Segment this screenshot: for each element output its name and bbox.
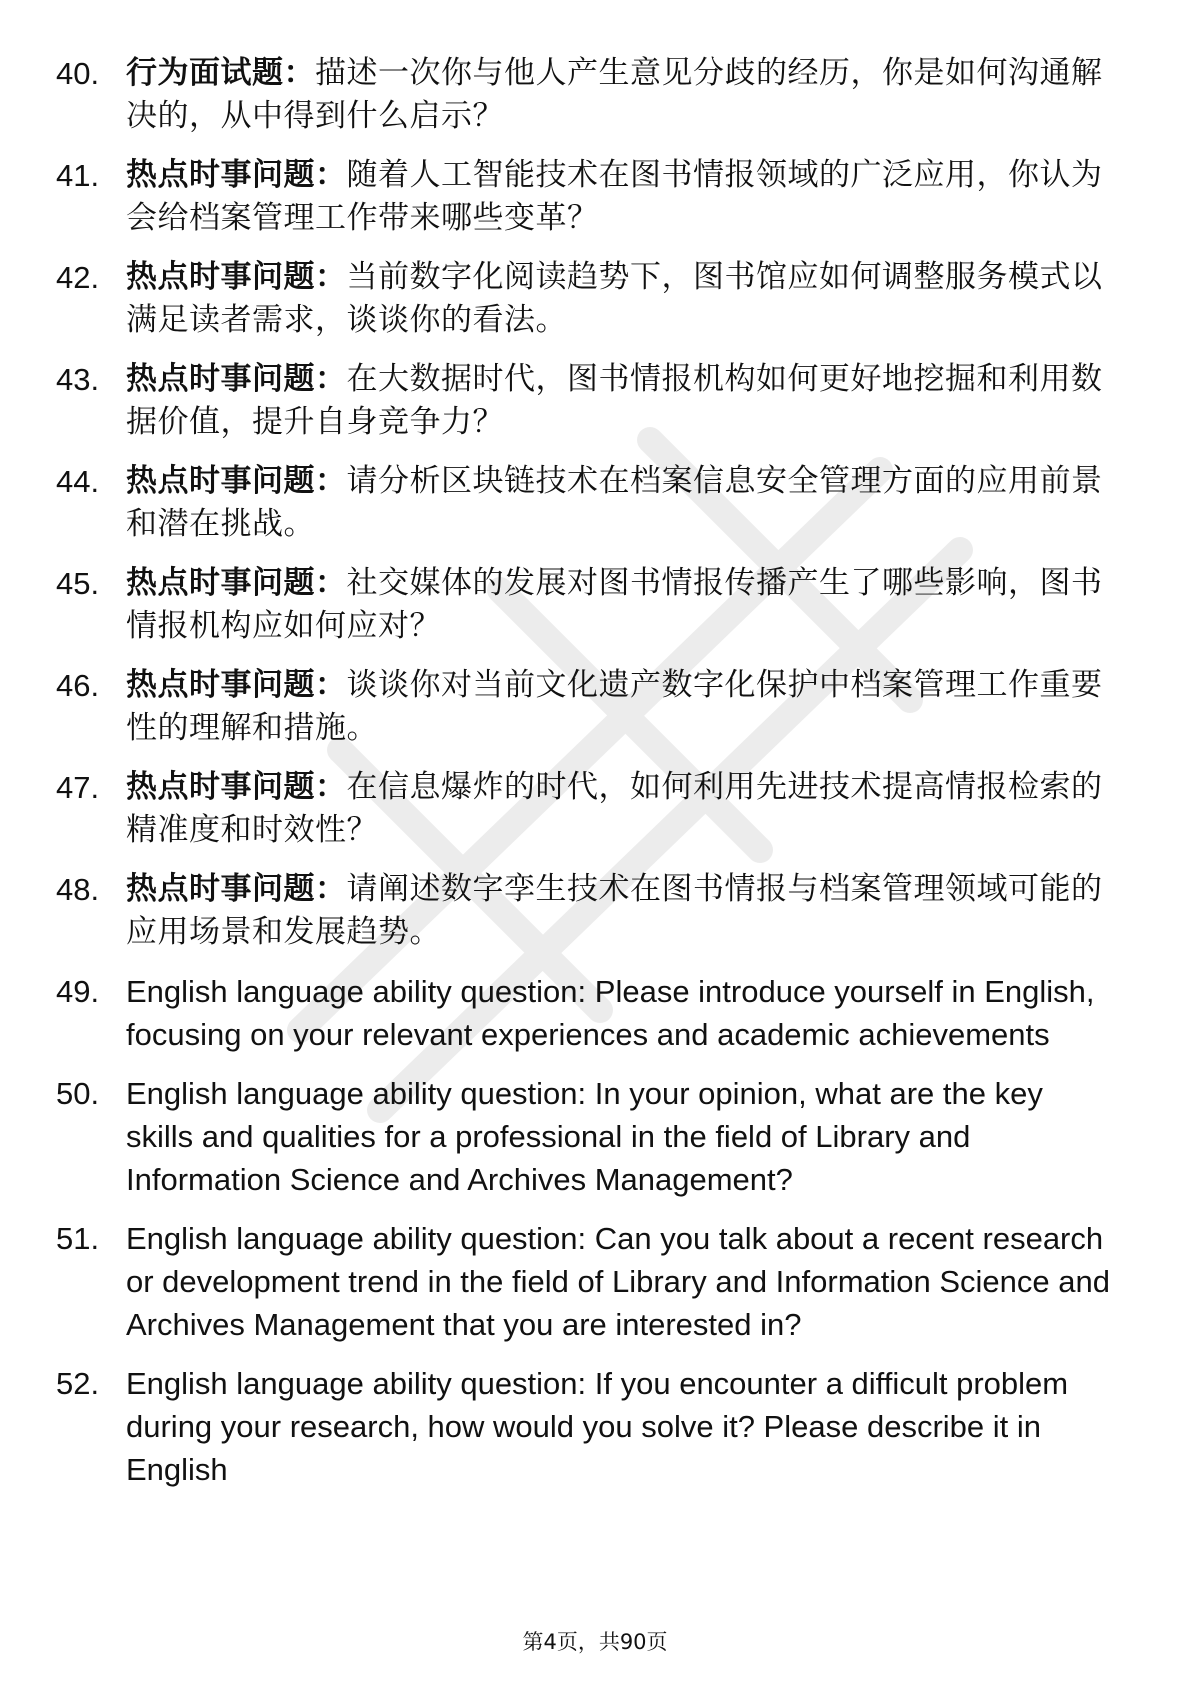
question-body: English language ability question: If you encounter a difficult problem during your research, how would you solve it? Please describe it in English xyxy=(126,1366,1069,1487)
question-item xyxy=(0,664,1190,750)
question-text-block xyxy=(126,256,1110,342)
question-body: 当前数字化阅读趋势下，图书馆应如何调整服务模式以满足读者需求，谈谈你的看法。 xyxy=(126,259,1103,338)
question-body: 在大数据时代，图书情报机构如何更好地挖掘和利用数据价值，提升自身竞争力？ xyxy=(126,361,1103,440)
question-body: 描述一次你与他人产生意见分歧的经历，你是如何沟通解决的，从中得到什么启示？ xyxy=(126,55,1103,134)
question-body: 谈谈你对当前文化遗产数字化保护中档案管理工作重要性的理解和措施。 xyxy=(126,667,1103,746)
question-number: 50. xyxy=(56,1076,100,1111)
question-item xyxy=(0,358,1190,444)
question-category: 热点时事问题： xyxy=(126,769,347,805)
question-body: 请阐述数字孪生技术在图书情报与档案管理领域可能的应用场景和发展趋势。 xyxy=(126,871,1103,950)
question-category: 热点时事问题： xyxy=(126,259,347,295)
question-text-block xyxy=(126,664,1110,750)
question-number: 46. xyxy=(56,668,100,703)
question-body: 请分析区块链技术在档案信息安全管理方面的应用前景和潜在挑战。 xyxy=(126,463,1103,542)
question-category: 行为面试题： xyxy=(126,55,315,91)
question-category: 热点时事问题： xyxy=(126,463,347,499)
question-number: 49. xyxy=(56,974,100,1009)
page-footer: 第4页，共90页 xyxy=(522,1630,668,1654)
question-body: 社交媒体的发展对图书情报传播产生了哪些影响，图书情报机构应如何应对？ xyxy=(126,565,1103,644)
question-category: 热点时事问题： xyxy=(126,361,347,397)
question-category: 热点时事问题： xyxy=(126,667,347,703)
question-item xyxy=(0,970,1190,1056)
question-number: 42. xyxy=(56,260,100,295)
question-number: 43. xyxy=(56,362,100,397)
question-item xyxy=(0,562,1190,648)
question-body: English language ability question: In your opinion, what are the key skills and qualities for a professional in the field of Library and Information Science and Archives Management? xyxy=(126,1076,1043,1197)
question-item xyxy=(0,52,1190,138)
question-text-block xyxy=(126,52,1110,138)
question-number: 47. xyxy=(56,770,100,805)
question-category: 热点时事问题： xyxy=(126,157,347,193)
question-item xyxy=(0,460,1190,546)
question-number: 45. xyxy=(56,566,100,601)
question-text-block xyxy=(126,562,1110,648)
question-text-block xyxy=(126,766,1110,852)
question-number: 52. xyxy=(56,1366,100,1401)
question-body: English language ability question: Can you talk about a recent research or development trend in the field of Library and Information Science and Archives Management that you are interested in? xyxy=(126,1221,1110,1342)
question-text-block xyxy=(126,358,1110,444)
question-number: 41. xyxy=(56,158,100,193)
question-text-block xyxy=(126,868,1110,954)
question-item xyxy=(0,154,1190,240)
question-body: 在信息爆炸的时代，如何利用先进技术提高情报检索的精准度和时效性？ xyxy=(126,769,1103,848)
question-item xyxy=(0,1362,1190,1491)
question-item xyxy=(0,766,1190,852)
question-text-block xyxy=(126,154,1110,240)
question-item xyxy=(0,1217,1190,1346)
question-number: 51. xyxy=(56,1221,100,1256)
question-list xyxy=(0,52,1190,1507)
question-item xyxy=(0,868,1190,954)
question-item xyxy=(0,256,1190,342)
question-text-block xyxy=(126,460,1110,546)
question-number: 44. xyxy=(56,464,100,499)
question-category: 热点时事问题： xyxy=(126,871,347,907)
question-item xyxy=(0,1072,1190,1201)
question-category: 热点时事问题： xyxy=(126,565,347,601)
question-body: 随着人工智能技术在图书情报领域的广泛应用，你认为会给档案管理工作带来哪些变革？ xyxy=(126,157,1103,236)
question-body: English language ability question: Please introduce yourself in English, focusing on your relevant experiences and academic achievements xyxy=(126,974,1095,1052)
question-number: 40. xyxy=(56,56,100,91)
question-number: 48. xyxy=(56,872,100,907)
